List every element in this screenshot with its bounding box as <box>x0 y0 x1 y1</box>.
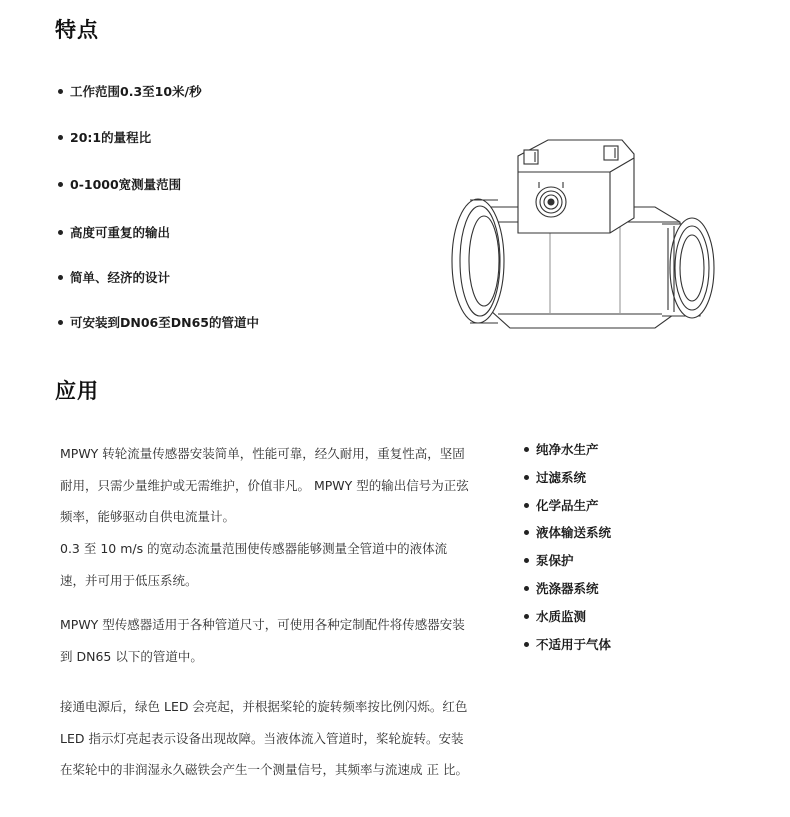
bullet-icon <box>58 230 63 235</box>
application-item: 纯净水生产 <box>524 436 611 464</box>
bullet-icon <box>58 275 63 280</box>
feature-item: 0-1000宽测量范围 <box>58 175 181 193</box>
application-item: 泵保护 <box>524 547 611 575</box>
feature-item: 简单、经济的设计 <box>58 268 170 286</box>
application-paragraph: MPWY 型传感器适用于各种管道尺寸，可使用各种定制配件将传感器安装到 DN65 以下的管道中。 <box>60 617 465 664</box>
features-heading: 特点 <box>55 18 99 42</box>
flow-sensor-illustration <box>440 130 715 335</box>
application-item: 化学品生产 <box>524 492 611 520</box>
application-paragraph: MPWY 转轮流量传感器安装简单，性能可靠，经久耐用，重复性高，坚固耐用，只需少量维护或无需维护，价值非凡。 MPWY 型的输出信号为正弦频率，能够驱动自供电流量计。 <box>60 446 469 524</box>
feature-item: 20:1的量程比 <box>58 128 151 146</box>
application-item: 过滤系统 <box>524 464 611 492</box>
bullet-icon <box>524 447 529 452</box>
bullet-icon <box>58 320 63 325</box>
applications-list <box>524 436 611 658</box>
application-item: 不适用于气体 <box>524 631 611 659</box>
feature-item: 可安装到DN06至DN65的管道中 <box>58 313 259 331</box>
bullet-icon <box>58 182 63 187</box>
application-paragraph: 接通电源后，绿色 LED 会亮起，并根据桨轮的旋转频率按比例闪烁。红色 LED 指示灯亮起表示设备出现故障。当液体流入管道时，桨轮旋转。安装在桨轮中的非润湿永久磁铁会产生一个测量信号，其频率与流速成 正 比。 <box>60 699 468 777</box>
bullet-icon <box>524 586 529 591</box>
bullet-icon <box>524 642 529 647</box>
bullet-icon <box>58 89 63 94</box>
application-item: 洗涤器系统 <box>524 575 611 603</box>
bullet-icon <box>524 558 529 563</box>
bullet-icon <box>524 475 529 480</box>
bullet-icon <box>58 135 63 140</box>
bullet-icon <box>524 530 529 535</box>
bullet-icon <box>524 614 529 619</box>
application-item: 液体输送系统 <box>524 519 611 547</box>
feature-item: 工作范围0.3至10米/秒 <box>58 82 202 100</box>
bullet-icon <box>524 503 529 508</box>
applications-heading: 应用 <box>55 379 99 403</box>
feature-item: 高度可重复的输出 <box>58 223 170 241</box>
application-paragraph: 0.3 至 10 m/s 的宽动态流量范围使传感器能够测量全管道中的液体流速，并可用于低压系统。 <box>60 541 448 588</box>
application-item: 水质监测 <box>524 603 611 631</box>
